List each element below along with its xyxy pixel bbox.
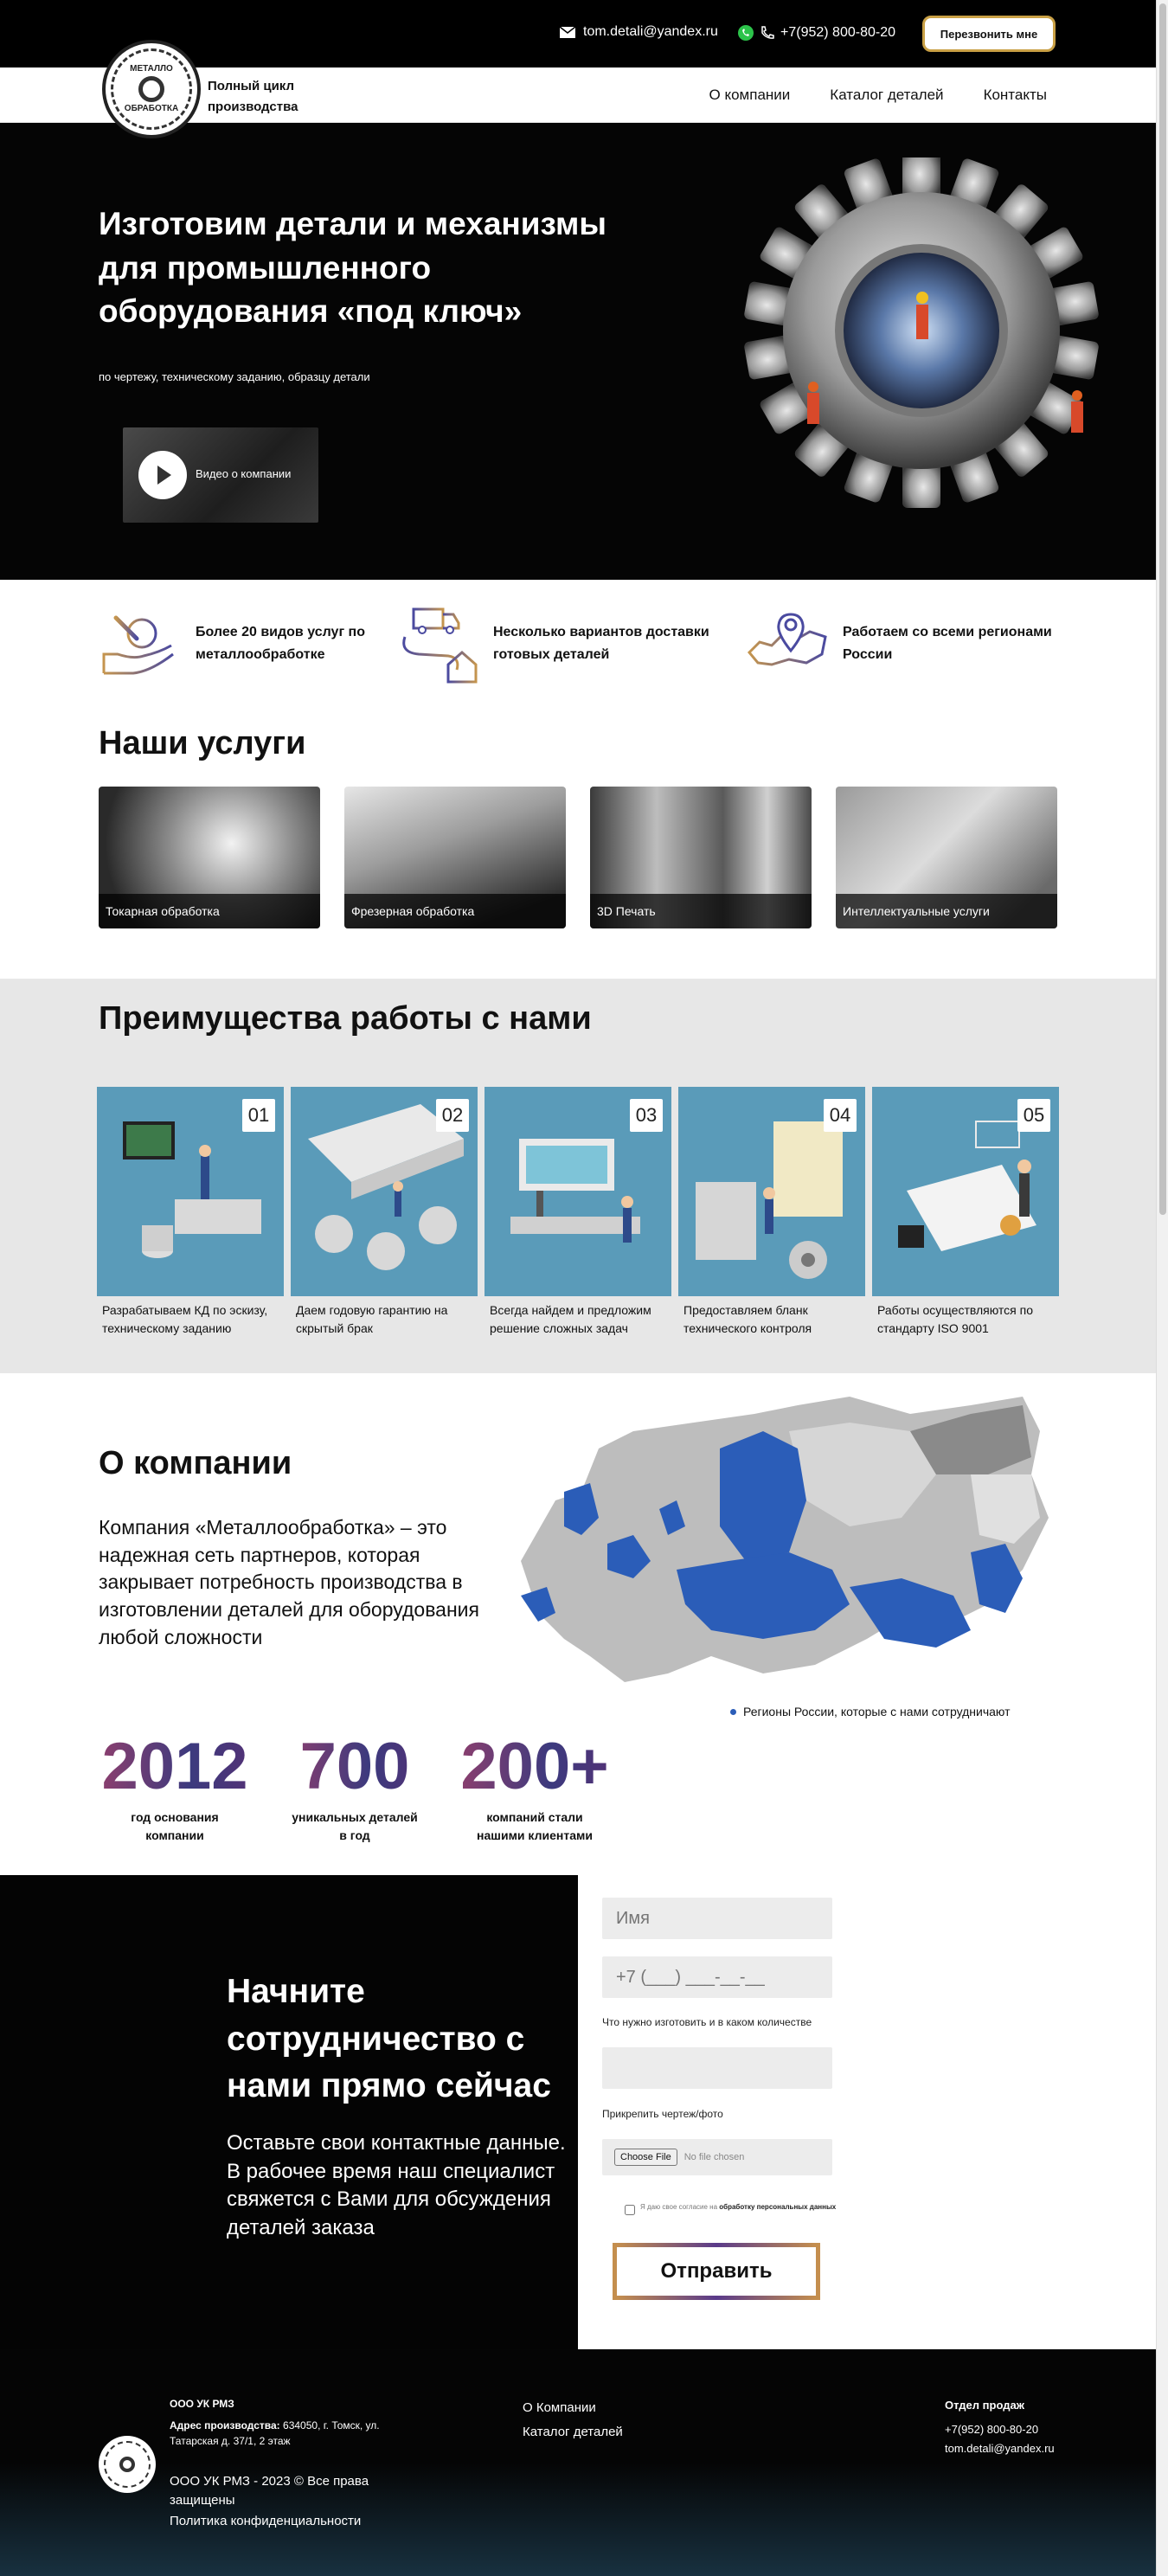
hero-subtitle: по чертежу, техническому заданию, образцу детали: [99, 370, 370, 383]
header-tagline: Полный цикл производства: [208, 79, 298, 114]
consent-link[interactable]: обработку персональных данных: [719, 2203, 837, 2211]
footer-sales: [945, 2396, 1055, 2458]
header-phone-text: +7(952) 800-80-20: [780, 25, 895, 40]
footer-address: Адрес производства: 634050, г. Томск, ул. Татарская д. 37/1, 2 этаж: [170, 2419, 380, 2448]
stat-value: 700: [286, 1731, 424, 1803]
logo-text-bottom: ОБРАБОТКА: [124, 104, 179, 113]
wrench-gear-hand-icon: [99, 602, 182, 685]
logo-text-top: МЕТАЛЛО: [130, 63, 173, 74]
russia-regions-map: [504, 1397, 1057, 1699]
stat-value: 2012: [99, 1731, 251, 1803]
footer-sales-email[interactable]: tom.detali@yandex.ru: [945, 2442, 1055, 2456]
cta-text: Оставьте свои контактные данные. В рабочее время наш специалист свяжется с Вами для обсуждения деталей заказа: [227, 2131, 566, 2239]
footer-link-about[interactable]: О Компании: [523, 2400, 596, 2415]
hero-title: Изготовим детали и механизмы для промышленного оборудования «под ключ»: [99, 206, 606, 330]
hero-section: [0, 123, 1156, 580]
gear-illustration: [735, 157, 1099, 521]
service-card-intellectual[interactable]: [836, 787, 1057, 928]
cta-section: [0, 1875, 578, 2349]
advantage-caption: Даем годовую гарантию на скрытый брак: [291, 1296, 478, 1341]
footer-org-name: ООО УК РМЗ: [170, 2398, 234, 2410]
scrollbar-thumb[interactable]: [1159, 3, 1166, 1215]
consent-checkbox-row[interactable]: [625, 2203, 841, 2215]
advantage-caption: Разрабатываем КД по эскизу, техническому заданию: [97, 1296, 284, 1341]
play-icon[interactable]: [138, 451, 187, 499]
advantage-caption: Всегда найдем и предложим решение сложных задач: [485, 1296, 671, 1341]
service-card-turning[interactable]: [99, 787, 320, 928]
advantage-number: 02: [436, 1099, 469, 1132]
footer-sales-title: Отдел продаж: [945, 2399, 1024, 2412]
map-pin-russia-icon: [746, 602, 829, 685]
about-title: О компании: [99, 1445, 292, 1481]
footer-link-catalog[interactable]: Каталог деталей: [523, 2424, 623, 2439]
privacy-policy-link[interactable]: Политика конфиденциальности: [170, 2513, 362, 2528]
stat-label: компаний стали нашими клиентами: [477, 1809, 593, 1843]
callback-button[interactable]: Перезвонить мне: [922, 16, 1056, 52]
advantage-card-3: [485, 1087, 671, 1341]
footer-logo-gear-icon: [119, 2457, 135, 2472]
main-nav: [709, 87, 1047, 104]
logo-gear-icon: [138, 76, 164, 102]
header-phone-link[interactable]: [737, 24, 895, 42]
attach-label: Прикрепить чертеж/фото: [602, 2108, 723, 2120]
stat-label: уникальных деталей в год: [292, 1809, 418, 1843]
nav-about[interactable]: О компании: [709, 87, 791, 103]
what-label: Что нужно изготовить и в каком количестве: [602, 2016, 812, 2028]
company-logo[interactable]: [102, 40, 201, 138]
logo-inner: [111, 48, 192, 130]
advantage-card-4: [678, 1087, 865, 1341]
footer-links: [523, 2396, 623, 2444]
service-card-milling[interactable]: [344, 787, 566, 928]
advantage-card-1: [97, 1087, 284, 1341]
feature-services: [99, 602, 369, 685]
file-status: No file chosen: [683, 2152, 745, 2162]
legend-dot-icon: [730, 1709, 736, 1715]
footer: [0, 2349, 1156, 2576]
header-email-text: tom.detali@yandex.ru: [583, 24, 718, 39]
stat-clients: [457, 1731, 613, 1846]
advantage-card-2: [291, 1087, 478, 1341]
mail-icon: [559, 26, 576, 39]
services-title: Наши услуги: [99, 725, 306, 761]
advantage-caption: Работы осуществляются по стандарту ISO 9001: [872, 1296, 1059, 1341]
cta-title: Начните сотрудничество с нами прямо сейчас: [227, 1973, 551, 2105]
stat-value: 200+: [457, 1731, 613, 1803]
about-text: Компания «Металлообработка» – это надежная сеть партнеров, которая закрывает потребность производства в изготовлении деталей для оборудования любой сложности: [99, 1516, 479, 1648]
footer-logo[interactable]: [99, 2436, 156, 2493]
footer-sales-phone[interactable]: +7(952) 800-80-20: [945, 2423, 1039, 2437]
advantage-number: 01: [242, 1099, 275, 1132]
choose-file-button[interactable]: Choose File: [614, 2149, 677, 2166]
phone-input[interactable]: [602, 1956, 832, 1998]
video-label: Видео о компании: [196, 467, 292, 480]
page-scrollbar[interactable]: [1156, 0, 1168, 2576]
feature-services-text: Более 20 видов услуг по металлообработке: [196, 625, 365, 662]
file-upload[interactable]: [602, 2139, 832, 2175]
header-email-link[interactable]: [559, 24, 718, 40]
service-card-3d-printing[interactable]: [590, 787, 812, 928]
service-card-label: Токарная обработка: [99, 894, 320, 928]
advantage-number: 05: [1017, 1099, 1050, 1132]
what-input[interactable]: [602, 2047, 832, 2089]
whatsapp-icon: [737, 24, 754, 42]
footer-company-info: [170, 2396, 395, 2531]
phone-icon: [760, 25, 775, 41]
consent-text: Я даю свое согласие на обработку персональных данных: [640, 2203, 837, 2211]
service-card-label: 3D Печать: [590, 894, 812, 928]
nav-catalog[interactable]: Каталог деталей: [830, 87, 944, 103]
stat-label: год основания компании: [131, 1809, 219, 1843]
delivery-truck-house-icon: [396, 602, 479, 685]
map-legend: [730, 1705, 1011, 1718]
feature-regions-text: Работаем со всеми регионами России: [843, 625, 1052, 662]
consent-checkbox[interactable]: [625, 2205, 635, 2215]
advantage-number: 04: [824, 1099, 857, 1132]
stat-founded: [99, 1731, 251, 1846]
submit-button[interactable]: Отправить: [613, 2243, 820, 2300]
service-card-label: Фрезерная обработка: [344, 894, 566, 928]
map-legend-text: Регионы России, которые с нами сотрудничают: [743, 1705, 1011, 1718]
video-thumbnail[interactable]: [123, 427, 318, 523]
name-input[interactable]: [602, 1898, 832, 1939]
advantage-card-5: [872, 1087, 1059, 1341]
nav-contacts[interactable]: Контакты: [983, 87, 1047, 103]
stat-details: [286, 1731, 424, 1846]
service-card-label: Интеллектуальные услуги: [836, 894, 1057, 928]
advantage-number: 03: [630, 1099, 663, 1132]
advantage-caption: Предоставляем бланк технического контроля: [678, 1296, 865, 1341]
feature-delivery: [396, 602, 718, 685]
feature-regions: [746, 602, 1068, 685]
footer-copyright: ООО УК РМЗ - 2023 © Все права защищены: [170, 2473, 369, 2509]
feature-delivery-text: Несколько вариантов доставки готовых деталей: [493, 625, 709, 662]
advantages-title: Преимущества работы с нами: [99, 1000, 592, 1037]
